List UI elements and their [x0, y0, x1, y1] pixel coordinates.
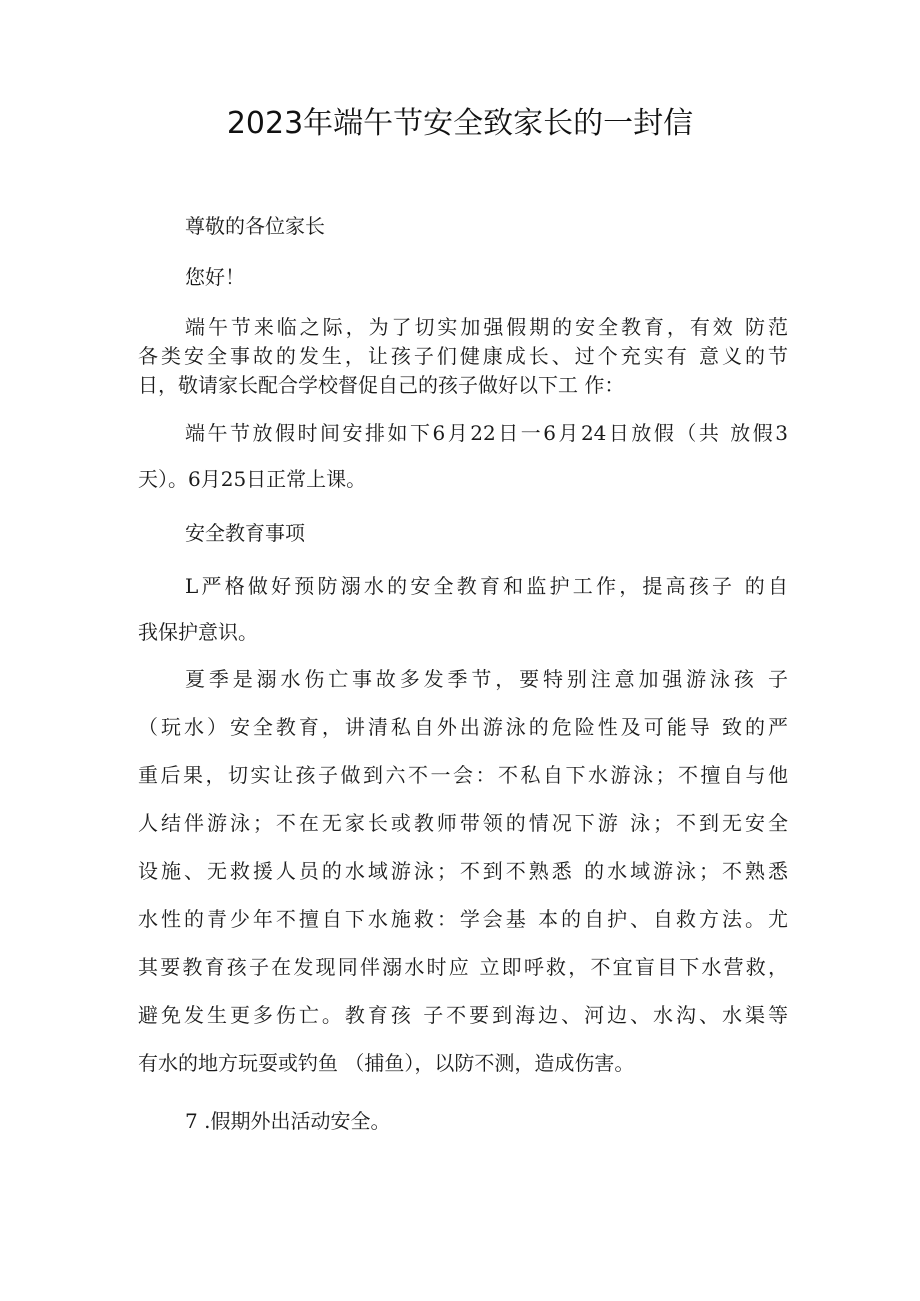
swim-line: （玩水）安全教育，讲清私自外出游泳的危险性及可能导 致的严 — [138, 715, 788, 739]
swim-line: 避免发生更多伤亡。教育孩 子不要到海边、河边、水沟、水渠等 — [138, 1003, 788, 1027]
swim-safety-paragraph — [138, 655, 788, 1087]
holiday-paragraph — [138, 410, 788, 502]
intro-line: 各类安全事故的发生，让孩子们健康成长、过个充实有 意义的节 — [138, 344, 788, 368]
swim-line: 水性的青少年不擅自下水施救：学会基 本的自护、自救方法。尤 — [138, 907, 788, 931]
letter-title: 2023年端午节安全致家长的一封信 — [226, 106, 694, 141]
intro-line: 端午节来临之际，为了切实加强假期的安全教育，有效 防范 — [185, 315, 788, 339]
holiday-line: 端午节放假时间安排如下6月22日一6月24日放假（共 放假3 — [185, 421, 788, 445]
holiday-line: 天）。6月25日正常上课。 — [138, 467, 367, 491]
item-1-line: L严格做好预防溺水的安全教育和监护工作，提高孩子 的自 — [185, 574, 788, 598]
intro-line: 日，敬请家长配合学校督促自己的孩子做好以下工 作： — [138, 373, 625, 397]
section-heading: 安全教育事项 — [185, 521, 305, 545]
intro-paragraph — [138, 313, 788, 400]
swim-line: 有水的地方玩耍或钓鱼 （捕鱼），以防不测，造成伤害。 — [138, 1051, 635, 1075]
swim-line: 设施、无救援人员的水域游泳；不到不熟悉 的水域游泳；不熟悉 — [138, 859, 788, 883]
swim-line: 夏季是溺水伤亡事故多发季节，要特别注意加强游泳孩 子 — [185, 667, 788, 691]
greeting: 您好！ — [185, 265, 245, 289]
item-7: 7 .假期外出活动安全。 — [185, 1109, 391, 1133]
swim-line: 其要教育孩子在发现同伴溺水时应 立即呼救，不宜盲目下水营救， — [138, 955, 788, 979]
item-1-line: 我保护意识。 — [138, 620, 258, 644]
item-1-paragraph — [138, 563, 788, 655]
swim-line: 人结伴游泳；不在无家长或教师带领的情况下游 泳；不到无安全 — [138, 811, 788, 835]
salutation: 尊敬的各位家长 — [185, 214, 325, 238]
swim-line: 重后果，切实让孩子做到六不一会：不私自下水游泳；不擅自与他 — [138, 763, 788, 787]
